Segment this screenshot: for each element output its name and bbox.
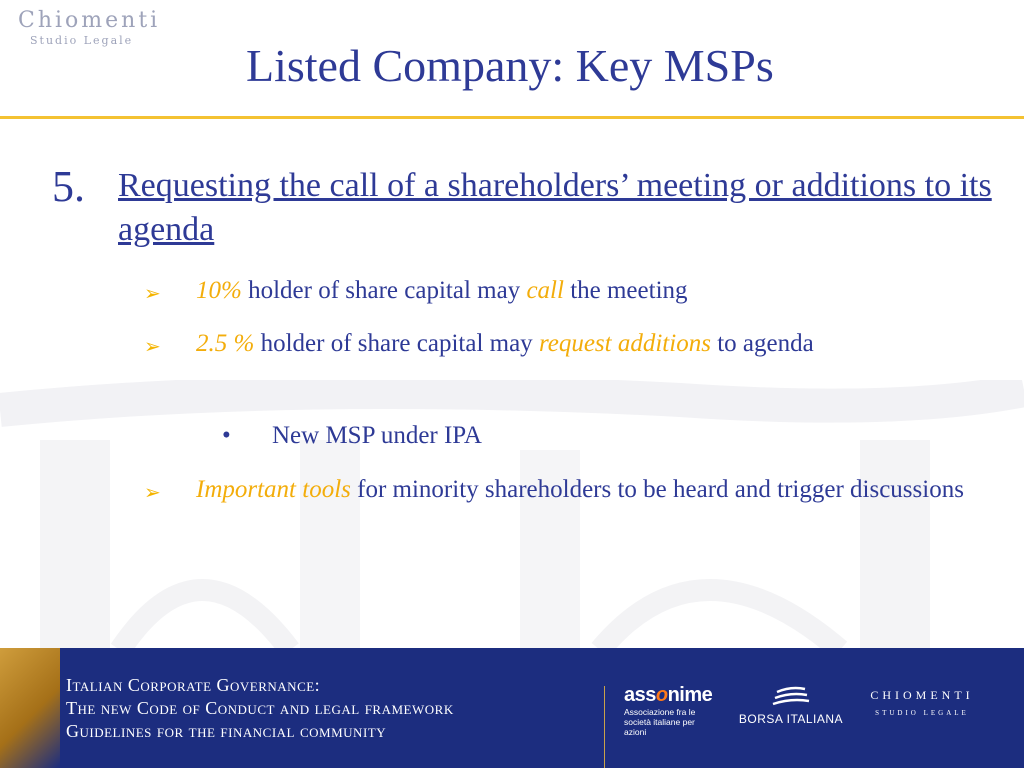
bullet-text-2: to agenda — [717, 330, 814, 357]
bullet-text: holder of share capital may — [260, 330, 533, 357]
bullet-highlight: 10% — [196, 277, 242, 304]
borsa-italiana-logo — [736, 686, 846, 726]
bullet-text: for minority shareholders to be heard and trigger discussions — [357, 476, 964, 503]
footer-line-1: Italian Corporate Governance: — [66, 675, 321, 695]
dot-bullet-icon: • — [222, 422, 231, 449]
borsa-italiana-mark-icon — [771, 686, 811, 708]
bullet-highlight: Important tools — [196, 476, 351, 503]
chiomenti-name: CHIOMENTI — [870, 688, 974, 702]
borsa-italiana-name: BORSA ITALIANA — [738, 712, 844, 726]
footer-divider — [604, 686, 605, 768]
footer-banner — [0, 648, 1024, 768]
bullet-request-additions — [144, 326, 996, 361]
footer-title — [66, 674, 454, 743]
bullet-text-2: the meeting — [570, 277, 688, 304]
bullet-call-meeting — [144, 273, 996, 308]
logo-name: Chiomenti — [18, 8, 161, 33]
bullet-text: holder of share capital may — [248, 277, 521, 304]
assonime-logo — [624, 684, 714, 737]
logo-subtitle: Studio Legale — [30, 34, 134, 47]
bullet-important-tools — [144, 472, 996, 507]
item-heading: Requesting the call of a shareholders’ meeting or additions to its agenda — [118, 167, 992, 248]
chiomenti-footer-logo — [862, 688, 982, 717]
arrow-bullet-icon: ➢ — [144, 334, 161, 358]
bullet-highlight-2: request additions — [538, 330, 711, 357]
slide-title: Listed Company: Key MSPs — [246, 40, 774, 91]
chiomenti-subtitle: STUDIO LEGALE — [875, 709, 969, 717]
assonime-tagline: Associazione fra le società italiane per azioni — [624, 707, 696, 737]
item-number: 5. — [52, 162, 85, 211]
arrow-bullet-icon: ➢ — [144, 281, 161, 305]
bullet-highlight: 2.5 % — [196, 330, 255, 357]
assonime-name: assonime — [624, 684, 713, 706]
sub-bullet-new-msp — [222, 418, 872, 453]
sub-bullet-text: New MSP under IPA — [272, 422, 482, 449]
footer-building-image — [0, 648, 60, 768]
bullet-highlight-2: call — [526, 277, 564, 304]
footer-line-2: The new Code of Conduct and legal framework — [66, 698, 454, 718]
arrow-bullet-icon: ➢ — [144, 480, 161, 504]
footer-line-3: Guidelines for the financial community — [66, 721, 387, 741]
